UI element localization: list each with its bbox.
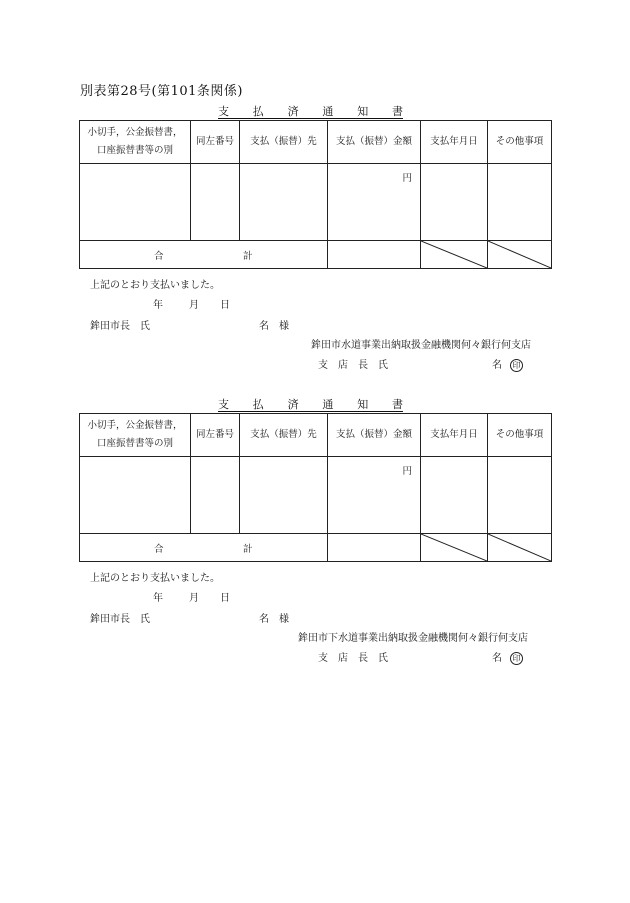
- payment-table: [79, 120, 552, 269]
- name-honorific: 名 様: [259, 321, 289, 332]
- form-title: 支払済通知書: [218, 398, 403, 411]
- addressee-label: 鉾田市長 氏: [90, 321, 150, 332]
- form-title: 支払済通知書: [218, 105, 403, 118]
- seal-mark: 印: [510, 652, 523, 665]
- signature-name-label: 名: [492, 360, 502, 371]
- cell-number[interactable]: [191, 457, 240, 534]
- manager-label: 支 店 長 氏: [318, 360, 388, 371]
- cell-payment-type[interactable]: [80, 164, 191, 241]
- column-header-line: 口座振替書等の別: [96, 438, 173, 449]
- institution-name: 鉾田市水道事業出納取扱金融機関何々銀行何支店: [311, 340, 531, 351]
- yen-unit: 円: [402, 173, 412, 184]
- column-header-date: 支払年月日: [421, 121, 488, 164]
- sum-label-left: 合: [154, 544, 164, 555]
- column-header-number: 同左番号: [191, 414, 240, 457]
- statement-text: 上記のとおり支払いました。: [90, 573, 220, 584]
- sum-label-right: 計: [243, 251, 253, 262]
- payment-table: [79, 413, 552, 562]
- column-header-payee: 支払（振替）先: [240, 121, 328, 164]
- yen-unit: 円: [402, 466, 412, 477]
- diagonal-cell: [488, 241, 552, 269]
- cell-other[interactable]: [488, 457, 552, 534]
- cell-other[interactable]: [488, 164, 552, 241]
- name-honorific: 名 様: [259, 614, 289, 625]
- column-header-number: 同左番号: [191, 121, 240, 164]
- date-day-label: 日: [220, 300, 230, 311]
- sum-amount-cell[interactable]: [328, 241, 421, 269]
- date-month-label: 月: [189, 300, 199, 311]
- date-year-label: 年: [153, 300, 163, 311]
- seal-mark: 印: [510, 359, 523, 372]
- form-header: 別表第28号(第101条関係): [80, 84, 243, 99]
- column-header-line: 口座振替書等の別: [96, 145, 173, 156]
- sum-label-left: 合: [154, 251, 164, 262]
- date-day-label: 日: [220, 593, 230, 604]
- diagonal-cell: [421, 241, 488, 269]
- cell-payee[interactable]: [240, 164, 328, 241]
- addressee-label: 鉾田市長 氏: [90, 614, 150, 625]
- seal-icon: [510, 355, 523, 374]
- column-header-date: 支払年月日: [421, 414, 488, 457]
- diagonal-cell: [488, 534, 552, 562]
- cell-number[interactable]: [191, 164, 240, 241]
- sum-label-right: 計: [243, 544, 253, 555]
- signature-name-label: 名: [492, 653, 502, 664]
- cell-payment-type[interactable]: [80, 457, 191, 534]
- cell-payee[interactable]: [240, 457, 328, 534]
- column-header-payee: 支払（振替）先: [240, 414, 328, 457]
- sum-label-cell: [80, 534, 328, 562]
- column-header-payment-type: [80, 121, 191, 164]
- institution-name: 鉾田市下水道事業出納取扱金融機関何々銀行何支店: [298, 633, 528, 644]
- date-year-label: 年: [153, 593, 163, 604]
- cell-date[interactable]: [421, 164, 488, 241]
- column-header-other: その他事項: [488, 121, 552, 164]
- column-header-amount: 支払（振替）金額: [328, 121, 421, 164]
- column-header-line: 小切手，公金振替書，: [87, 420, 183, 431]
- column-header-amount: 支払（振替）金額: [328, 414, 421, 457]
- diagonal-cell: [421, 534, 488, 562]
- column-header-line: 小切手，公金振替書，: [87, 127, 183, 138]
- column-header-payment-type: [80, 414, 191, 457]
- seal-icon: [510, 648, 523, 667]
- cell-amount[interactable]: [328, 164, 421, 241]
- manager-label: 支 店 長 氏: [318, 653, 388, 664]
- cell-date[interactable]: [421, 457, 488, 534]
- cell-amount[interactable]: [328, 457, 421, 534]
- column-header-other: その他事項: [488, 414, 552, 457]
- sum-label-cell: [80, 241, 328, 269]
- date-month-label: 月: [189, 593, 199, 604]
- statement-text: 上記のとおり支払いました。: [90, 280, 220, 291]
- sum-amount-cell[interactable]: [328, 534, 421, 562]
